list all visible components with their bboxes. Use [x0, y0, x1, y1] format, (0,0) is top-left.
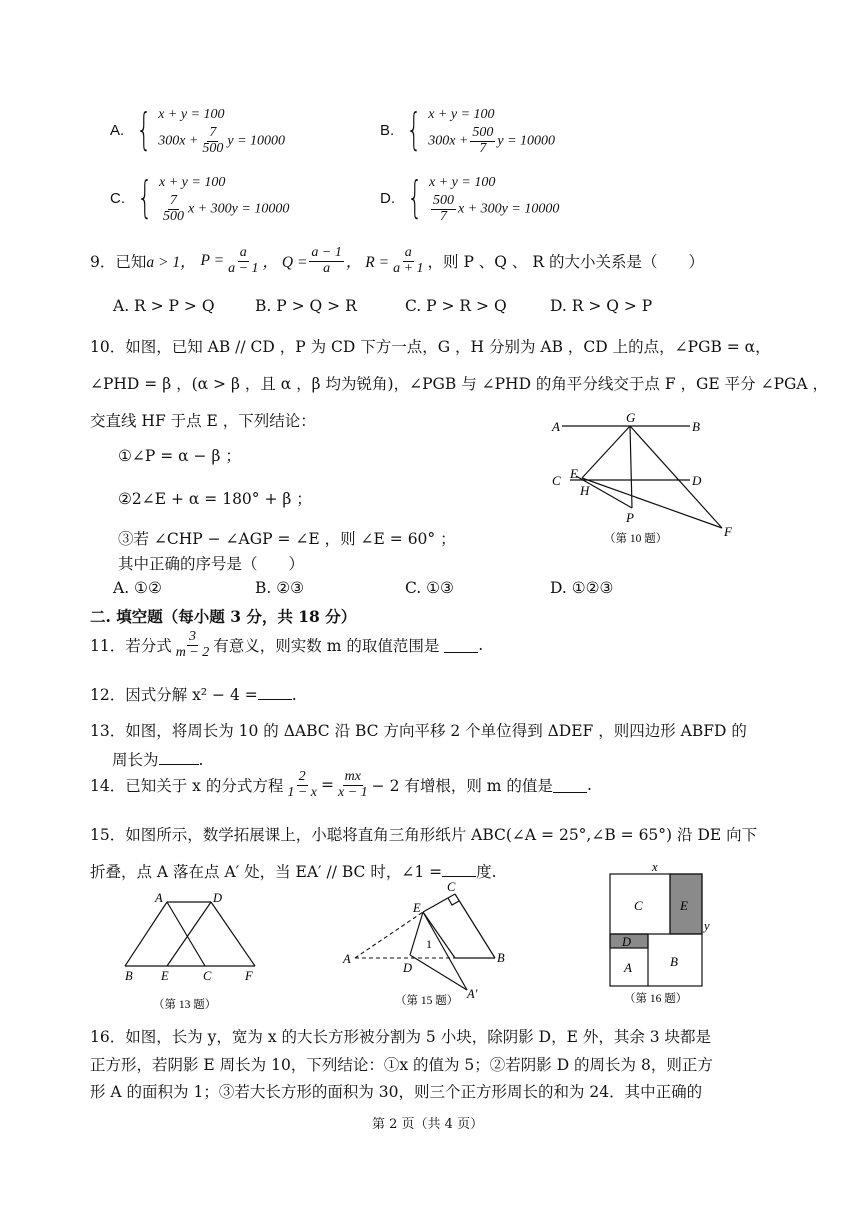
fig16-label-y: y: [704, 919, 710, 933]
q8-option-a: A. { x + y = 100 300x + $\frac{7}{500}$ y = 10000: [110, 104, 286, 157]
page-footer: 第 2 页（共 4 页）: [372, 1117, 484, 1132]
fig13-label-b: B: [125, 969, 133, 983]
figure-10: [540, 410, 750, 550]
q13-line-1: 13．如图，将周长为 10 的 ΔABC 沿 BC 方向平移 2 个单位得到 ΔDEF ，则四边形 ABFD 的: [90, 722, 747, 740]
fig10-label-h: H: [580, 483, 590, 498]
section-2-heading: 二. 填空题（每小题 3 分，共 18 分）: [90, 607, 357, 626]
q8-option-b: B. { x + y = 100 300x + $\frac{500}{7}$ y = 10000: [380, 104, 556, 157]
q10-conclusion-1: ①∠P = α − β ；: [118, 447, 241, 465]
q14: 14．已知关于 x 的分式方程 $\frac{2}{1 - x}$ = $\frac{mx}{x - 1}$ − 2 有增根，则 m 的值是 .: [90, 769, 592, 800]
fig16-label-a: A: [624, 960, 632, 975]
fig16-label-e: E: [680, 898, 688, 913]
q10-option-d: D. ①②③: [550, 579, 614, 597]
fig13-label-e: E: [161, 969, 169, 983]
q15-line-2: 折叠，点 A 落在点 A′ 处，当 EA′ // BC 时，∠1 = 度.: [90, 863, 497, 881]
fig10-label-d: D: [692, 473, 702, 488]
q10-option-c: C. ①③: [405, 579, 454, 597]
fig15-label-e: E: [413, 901, 421, 915]
fig13-label-a: A: [155, 891, 163, 905]
fig10-label-c: C: [552, 473, 561, 488]
q11-answer-blank[interactable]: [444, 638, 478, 653]
figure-15: [335, 880, 515, 1015]
q12: 12．因式分解 x² − 4 = .: [90, 686, 297, 704]
q12-answer-blank[interactable]: [258, 685, 292, 700]
fig13-caption: （第 13 题）: [153, 999, 217, 1011]
fig10-label-a: A: [552, 419, 560, 434]
q9-option-c: C. P > R > Q: [405, 297, 507, 315]
q11: 11．若分式 $\frac{3}{m - 2}$ 有意义，则实数 m 的取值范围是 .: [90, 629, 484, 660]
q10-option-a: A. ①②: [113, 579, 162, 597]
q16-line-1: 16．如图，长为 y，宽为 x 的大长方形被分割为 5 小块，除阴影 D，E 外，其余 3 块都是: [90, 1028, 712, 1046]
fig13-label-f: F: [245, 969, 253, 983]
q9-option-a: A. R > P > Q: [113, 297, 215, 315]
q10-ask: 其中正确的序号是（ ）: [118, 555, 305, 573]
q8-option-d: D. { x + y = 100 $\frac{500}{7}$ x + 300y = 10000: [380, 172, 560, 225]
q15-line-1: 15．如图所示，数学拓展课上，小聪将直角三角形纸片 ABC(∠A = 25°,∠B = 65°) 沿 DE 向下: [90, 826, 758, 844]
q14-answer-blank[interactable]: [553, 778, 587, 793]
fig10-label-b: B: [692, 419, 700, 434]
fig16-caption: （第 16 题）: [624, 993, 688, 1005]
fig15-label-c: C: [447, 880, 456, 894]
q8-option-c: C. { x + y = 100 $\frac{7}{500}$ x + 300y = 10000: [110, 172, 290, 225]
fig15-label-b: B: [497, 951, 505, 965]
figure-13: [115, 890, 265, 1015]
fig10-label-e: E: [570, 466, 578, 481]
q15-answer-blank[interactable]: [442, 862, 476, 877]
q10-option-b: B. ②③: [255, 579, 305, 597]
fig16-label-c: C: [634, 898, 643, 913]
q9-option-b: B. P > Q > R: [255, 297, 357, 315]
q10-line-1: 10．如图，已知 AB // CD ，P 为 CD 下方一点，G ，H 分别为 AB ，CD 上的点，∠PGB = α，: [90, 338, 771, 356]
q13-line-2: 周长为 .: [112, 751, 204, 769]
q13-answer-blank[interactable]: [159, 750, 199, 765]
figure-16: [600, 860, 730, 1010]
q10-conclusion-2: ②2∠E + α = 180° + β ；: [118, 490, 312, 508]
q16-line-3: 形 A 的面积为 1；③若大长方形的面积为 30，则三个正方形周长的和为 24．其中正确的: [90, 1083, 703, 1101]
fig16-label-b: B: [670, 954, 678, 969]
fig10-label-p: P: [626, 510, 634, 525]
fig13-label-d: D: [213, 891, 223, 905]
fig15-label-a: A: [343, 952, 351, 966]
fig15-label-a-prime: A′: [467, 987, 478, 1001]
fig10-caption: （第 10 题）: [604, 533, 668, 545]
q10-line-3: 交直线 HF 于点 E ，下列结论：: [90, 412, 316, 430]
fig13-label-c: C: [203, 969, 212, 983]
fig15-label-d: D: [403, 961, 413, 975]
q10-line-2: ∠PHD = β ，(α > β ，且 α ，β 均为锐角)，∠PGB 与 ∠PHD 的角平分线交于点 F ，GE 平分 ∠PGA ，: [90, 375, 828, 393]
fig15-angle-1: 1: [426, 937, 432, 951]
fig16-label-x: x: [652, 860, 658, 874]
fig10-label-f: F: [724, 524, 732, 539]
q16-line-2: 正方形，若阴影 E 周长为 10，下列结论：①x 的值为 5；②若阴影 D 的周长为 8，则正方: [90, 1056, 713, 1074]
fig10-label-g: G: [626, 410, 636, 425]
fig16-label-d: D: [622, 935, 632, 949]
q9-stem: 9．已知 a > 1， P = $\frac{a}{a - 1}$ ， Q = $\frac{a - 1}{a}$ ， R = $\frac{a}{a + 1}$ ，则 P 、Q 、 R 的大小关系是（ ）: [90, 245, 704, 276]
q9-option-d: D. R > Q > P: [550, 297, 653, 315]
fig15-caption: （第 15 题）: [395, 995, 459, 1007]
q10-conclusion-3: ③若 ∠CHP − ∠AGP = ∠E ，则 ∠E = 60° ；: [118, 530, 456, 548]
